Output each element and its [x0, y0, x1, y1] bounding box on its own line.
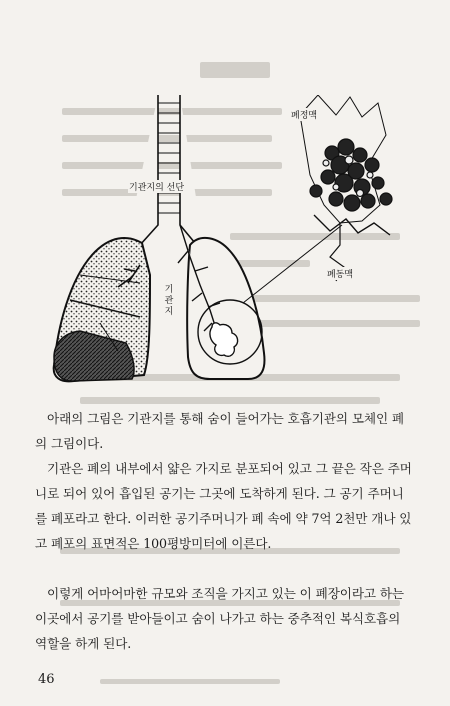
paragraph-2: 기관은 폐의 내부에서 얇은 가지로 분포되어 있고 그 끝은 작은 주머니로 되어 있어 흡입된 공기는 그곳에 도착하게 된다. 그 공기 주머니를 폐포라고 한다. 이러한 공기주머니가 폐 속에 약 7억 2천만 개나 있고 폐포의 표면적은 100평방미터에 이른다. [35, 461, 412, 551]
magnifier-pointer [243, 225, 342, 303]
label-bronchiole-section: 기관지의 선단 [128, 180, 185, 193]
page-number: 46 [38, 672, 55, 687]
label-pulmonary-artery: 폐동맥 [326, 267, 354, 280]
paragraph-1: 아래의 그림은 기관지를 통해 숨이 들어가는 호흡기관의 모체인 폐의 그림이다. [35, 411, 404, 451]
label-trachea-char: 관 [164, 296, 174, 306]
paragraph-3: 이렇게 어마어마한 규모와 조직을 가지고 있는 이 폐장이라고 하는 이곳에서 공기를 받아들이고 숨이 나가고 하는 중추적인 복식호흡의 역할을 하게 된다. [35, 586, 404, 651]
alveoli-cluster [300, 95, 392, 281]
label-trachea-char: 지 [164, 307, 174, 317]
right-lung [187, 238, 264, 379]
lung-drawing [40, 95, 420, 385]
lung-illustration [40, 95, 420, 385]
bleed-through-footer [100, 679, 280, 684]
left-lung [54, 238, 150, 381]
label-trachea-char: 기 [164, 285, 174, 295]
label-trachea [164, 285, 174, 318]
bleed-through-line [80, 397, 380, 404]
label-pulmonary-vein: 폐정맥 [290, 108, 318, 121]
bleed-through-heading [200, 62, 270, 78]
